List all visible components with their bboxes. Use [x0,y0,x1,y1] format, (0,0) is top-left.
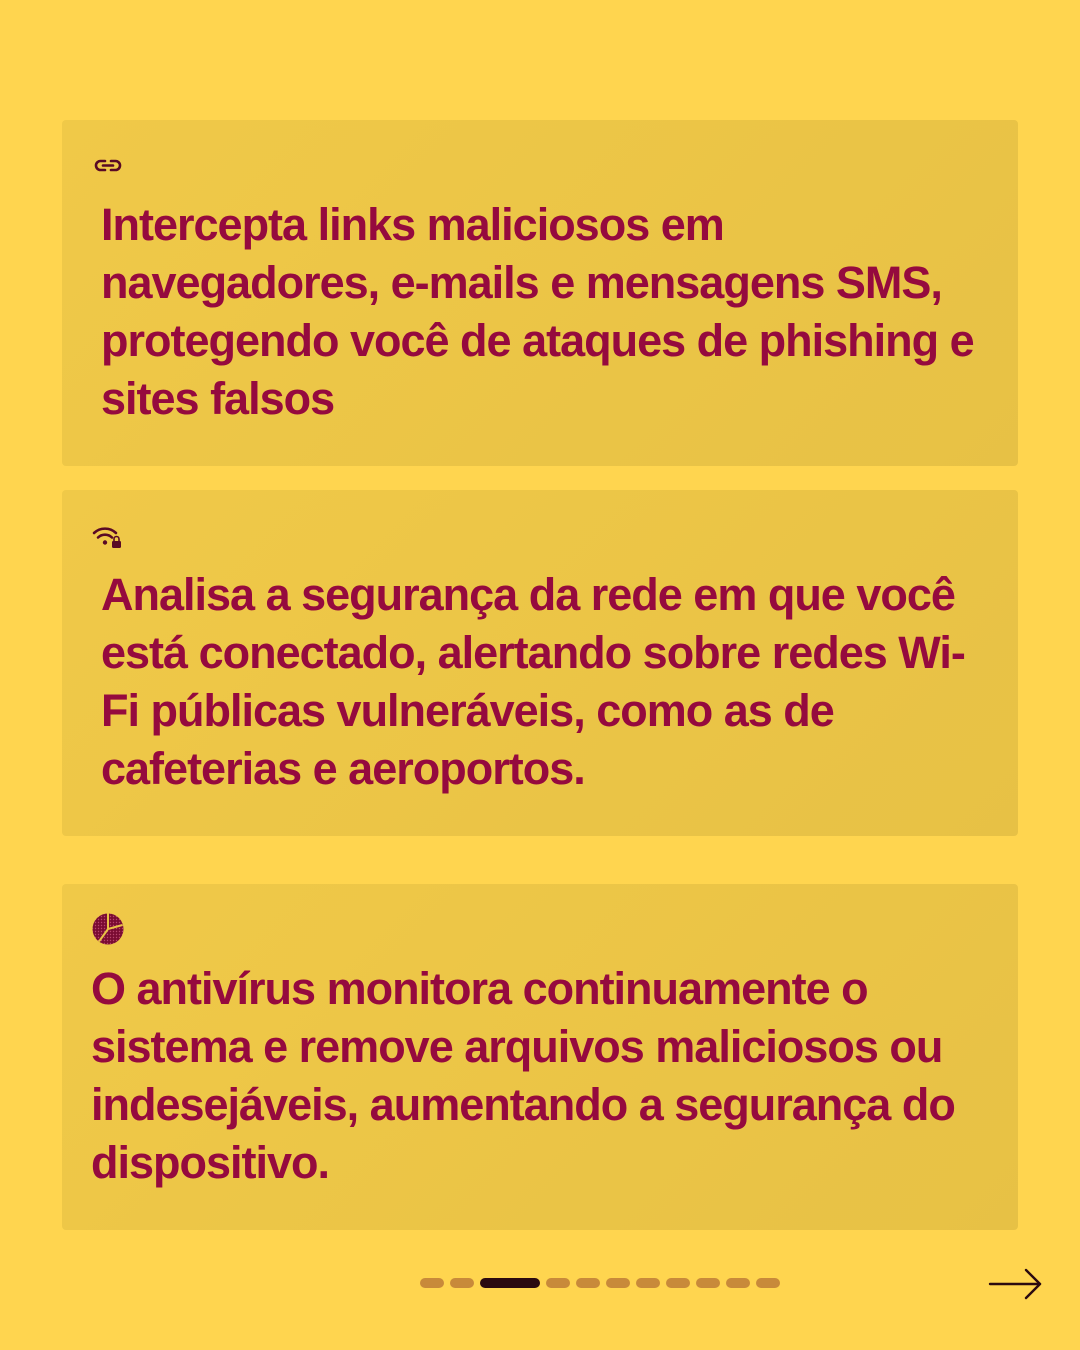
pagination-dot[interactable] [756,1278,780,1288]
pagination-dot[interactable] [636,1278,660,1288]
feature-card-antivirus [62,884,1018,1230]
pagination-dot[interactable] [606,1278,630,1288]
pagination-dot[interactable] [666,1278,690,1288]
pagination-dot[interactable] [696,1278,720,1288]
pagination-dot[interactable] [420,1278,444,1288]
feature-card-wifi [62,490,1018,836]
pagination-dot[interactable] [450,1278,474,1288]
feature-text-links: Intercepta links maliciosos em navegadores, e-mails e mensagens SMS, protegendo você de ataques de phishing e sites falsos [101,199,974,424]
wifi-lock-icon [91,518,125,552]
pagination-dot[interactable] [546,1278,570,1288]
link-icon [91,148,125,182]
feature-text-wifi: Analisa a segurança da rede em que você está conectado, alertando sobre redes Wi-Fi públicas vulneráveis, como as de cafeterias e aeroportos. [101,569,965,794]
feature-card-links [62,120,1018,466]
feature-text-antivirus: O antivírus monitora continuamente o sistema e remove arquivos maliciosos ou indesejáveis, aumentando a segurança do dispositivo. [91,963,955,1188]
arrow-right-icon[interactable] [988,1266,1044,1302]
pie-chart-icon [91,912,125,946]
pagination-dot[interactable] [726,1278,750,1288]
pagination-dot[interactable] [576,1278,600,1288]
pagination-dots[interactable] [420,1278,780,1288]
pagination-dot-active[interactable] [480,1278,540,1288]
